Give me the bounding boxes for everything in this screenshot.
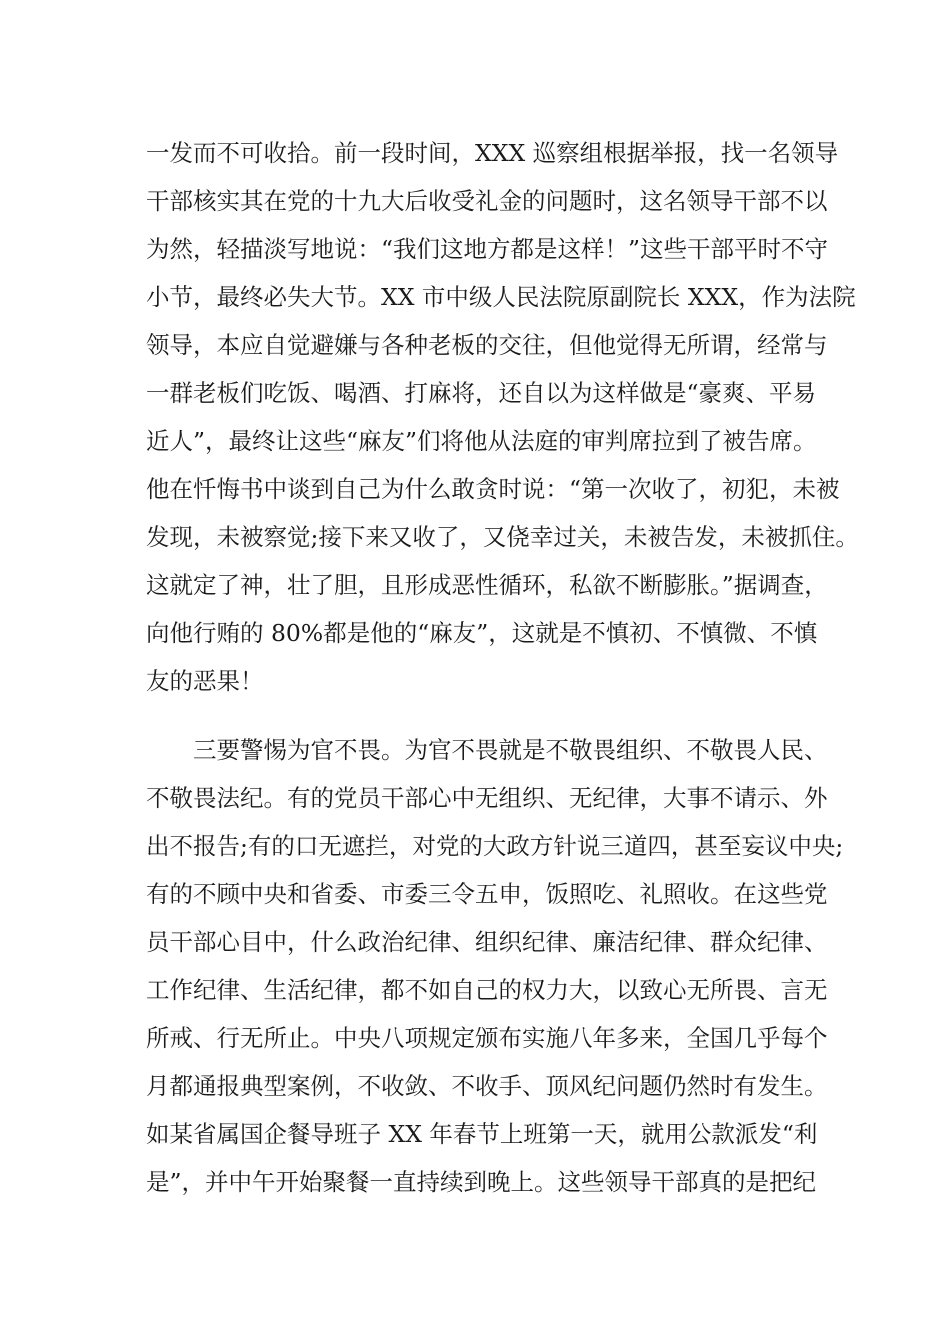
text-line: 向他行贿的 80%都是他的“麻友”，这就是不慎初、不慎微、不慎 (146, 619, 818, 647)
text-line: 小节，最终必失大节。XX 市中级人民法院原副院长 XXX，作为法院 (146, 283, 856, 311)
text-line: 这就定了神，壮了胆，且形成恶性循环，私欲不断膨胀。”据调查， (146, 571, 828, 599)
text-line: 三要警惕为官不畏。为官不畏就是不敬畏组织、不敬畏人民、 (146, 736, 828, 764)
text-line: 发现，未被察觉;接下来又收了，又侥幸过关，未被告发，未被抓住。 (146, 523, 859, 551)
text-line: 一发而不可收拾。前一段时间，XXX 巡察组根据举报，找一名领导 (146, 139, 839, 167)
text-line: 近人”，最终让这些“麻友”们将他从法庭的审判席拉到了被告席。 (146, 427, 817, 455)
text-line: 友的恶果！ (146, 667, 264, 695)
text-line: 干部核实其在党的十九大后收受礼金的问题时，这名领导干部不以 (146, 187, 828, 215)
text-line: 为然，轻描淡写地说：“我们这地方都是这样！”这些干部平时不守 (146, 235, 829, 263)
text-line: 领导，本应自觉避嫌与各种老板的交往，但他觉得无所谓，经常与 (146, 331, 828, 359)
text-line: 有的不顾中央和省委、市委三令五申，饭照吃、礼照收。在这些党 (146, 880, 828, 908)
text-line: 出不报告;有的口无遮拦，对党的大政方针说三道四，甚至妄议中央; (146, 832, 844, 860)
text-line: 月都通报典型案例，不收敛、不收手、顶风纪问题仍然时有发生。 (146, 1072, 828, 1100)
text-line: 员干部心目中，什么政治纪律、组织纪律、廉洁纪律、群众纪律、 (146, 928, 828, 956)
text-line: 工作纪律、生活纪律，都不如自己的权力大，以致心无所畏、言无 (146, 976, 828, 1004)
text-line: 他在忏悔书中谈到自己为什么敢贪时说：“第一次收了，初犯，未被 (146, 475, 840, 503)
text-line: 所戒、行无所止。中央八项规定颁布实施八年多来，全国几乎每个 (146, 1024, 828, 1052)
text-line: 如某省属国企餐导班子 XX 年春节上班第一天，就用公款派发“利 (146, 1120, 818, 1148)
text-line: 一群老板们吃饭、喝酒、打麻将，还自以为这样做是“豪爽、平易 (146, 379, 817, 407)
text-line: 是”，并中午开始聚餐一直持续到晚上。这些领导干部真的是把纪 (146, 1168, 817, 1196)
text-line: 不敬畏法纪。有的党员干部心中无组织、无纪律，大事不请示、外 (146, 784, 828, 812)
